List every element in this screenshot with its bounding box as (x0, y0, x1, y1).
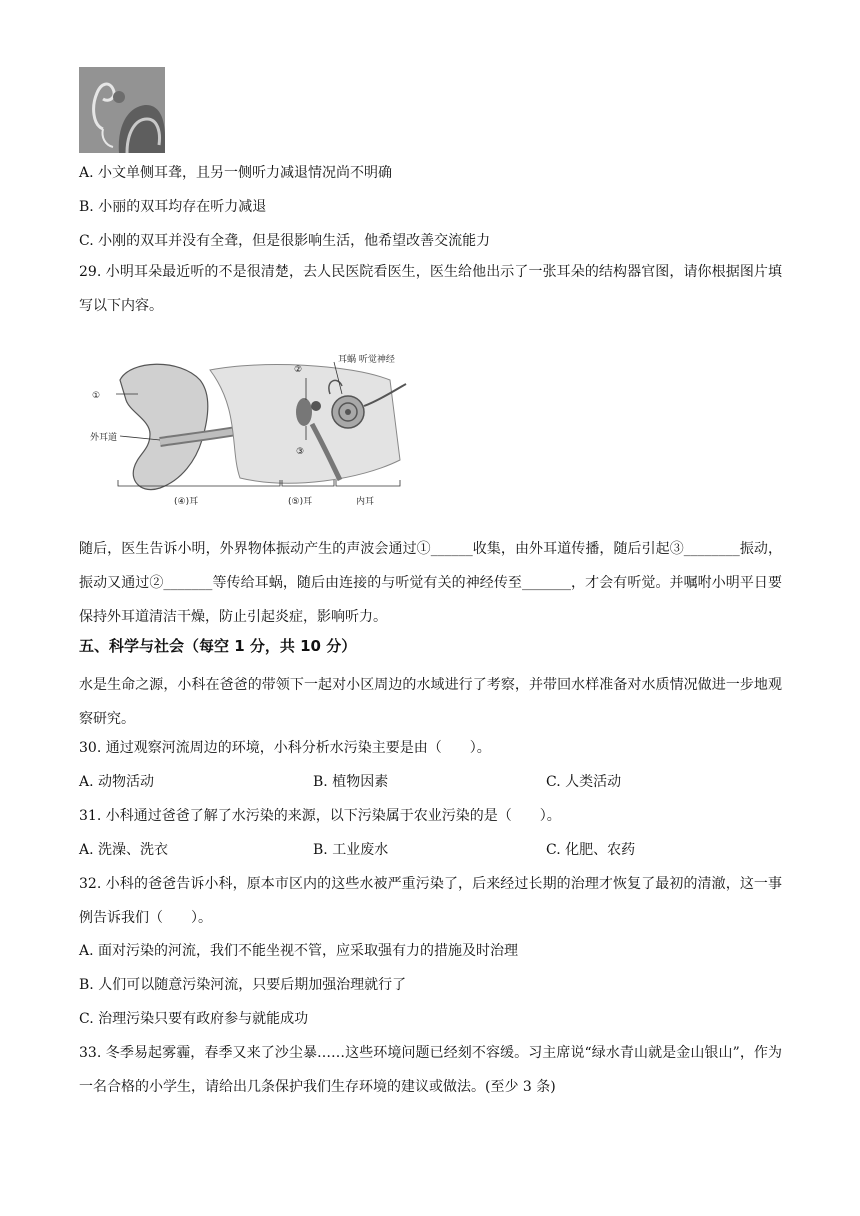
q28-option-a: A. 小文单侧耳聋，且另一侧听力减退情况尚不明确 (79, 165, 393, 181)
q28-option-c: C. 小刚的双耳并没有全聋，但是很影响生活，他希望改善交流能力 (79, 233, 491, 249)
q30-option-b: B. 植物因素 (313, 774, 389, 790)
hearing-aid-photo (79, 67, 165, 153)
section5-intro: 水是生命之源，小科在爸爸的带领下一起对小区周边的水域进行了考察，并带回水样准备对水质情况做进一步地观察研究。 (79, 677, 782, 727)
q29-fill-text: 随后，医生告诉小明，外界物体振动产生的声波会通过①______收集，由外耳道传播，随后引起③________振动，振动又通过②_______等传给耳蜗，随后由连接的与听觉有关的神经传至_______，才会有听觉。并嘱咐小明平日要保持外耳道清洁干燥，防止引起炎症，影响听力。 (79, 541, 782, 625)
q28-option-b: B. 小丽的双耳均存在听力减退 (79, 199, 267, 215)
q32-option-b: B. 人们可以随意污染河流，只要后期加强治理就行了 (79, 977, 407, 993)
section5-heading: 五、科学与社会（每空 1 分，共 10 分） (79, 637, 357, 655)
q32-option-c: C. 治理污染只要有政府参与就能成功 (79, 1011, 309, 1027)
q29-stem: 29. 小明耳朵最近听的不是很清楚，去人民医院看医生，医生给他出示了一张耳朵的结构器官图，请你根据图片填写以下内容。 (79, 264, 782, 314)
label-cochlea: 耳蜗 听觉神经 (338, 355, 395, 365)
label-3: ③ (296, 447, 305, 457)
q30-option-a: A. 动物活动 (79, 774, 155, 790)
ear-structure-diagram (90, 350, 410, 510)
q30-stem: 30. 通过观察河流周边的环境，小科分析水污染主要是由（ ）。 (79, 740, 491, 756)
q31-stem: 31. 小科通过爸爸了解了水污染的来源，以下污染属于农业污染的是（ ）。 (79, 808, 561, 824)
label-inner: 内耳 (356, 497, 375, 507)
q31-option-b: B. 工业废水 (313, 842, 389, 858)
label-canal: 外耳道 (90, 433, 118, 443)
q31-options (79, 840, 782, 860)
label-4: (④)耳 (174, 497, 199, 507)
label-5: (⑤)耳 (288, 497, 313, 507)
q32-option-a: A. 面对污染的河流，我们不能坐视不管，应采取强有力的措施及时治理 (79, 943, 519, 959)
q31-option-c: C. 化肥、农药 (546, 842, 636, 858)
q31-option-a: A. 洗澡、洗衣 (79, 842, 169, 858)
q32-stem: 32. 小科的爸爸告诉小科，原本市区内的这些水被严重污染了，后来经过长期的治理才恢复了最初的清澈，这一事例告诉我们（ ）。 (79, 876, 782, 926)
q30-option-c: C. 人类活动 (546, 774, 622, 790)
q30-options (79, 772, 782, 792)
q33-stem: 33. 冬季易起雾霾，春季又来了沙尘暴……这些环境问题已经刻不容缓。习主席说“绿水青山就是金山银山”，作为一名合格的小学生，请给出几条保护我们生存环境的建议或做法。(至少 3 条) (79, 1045, 782, 1095)
label-2: ② (294, 365, 303, 375)
label-1: ① (92, 391, 101, 401)
